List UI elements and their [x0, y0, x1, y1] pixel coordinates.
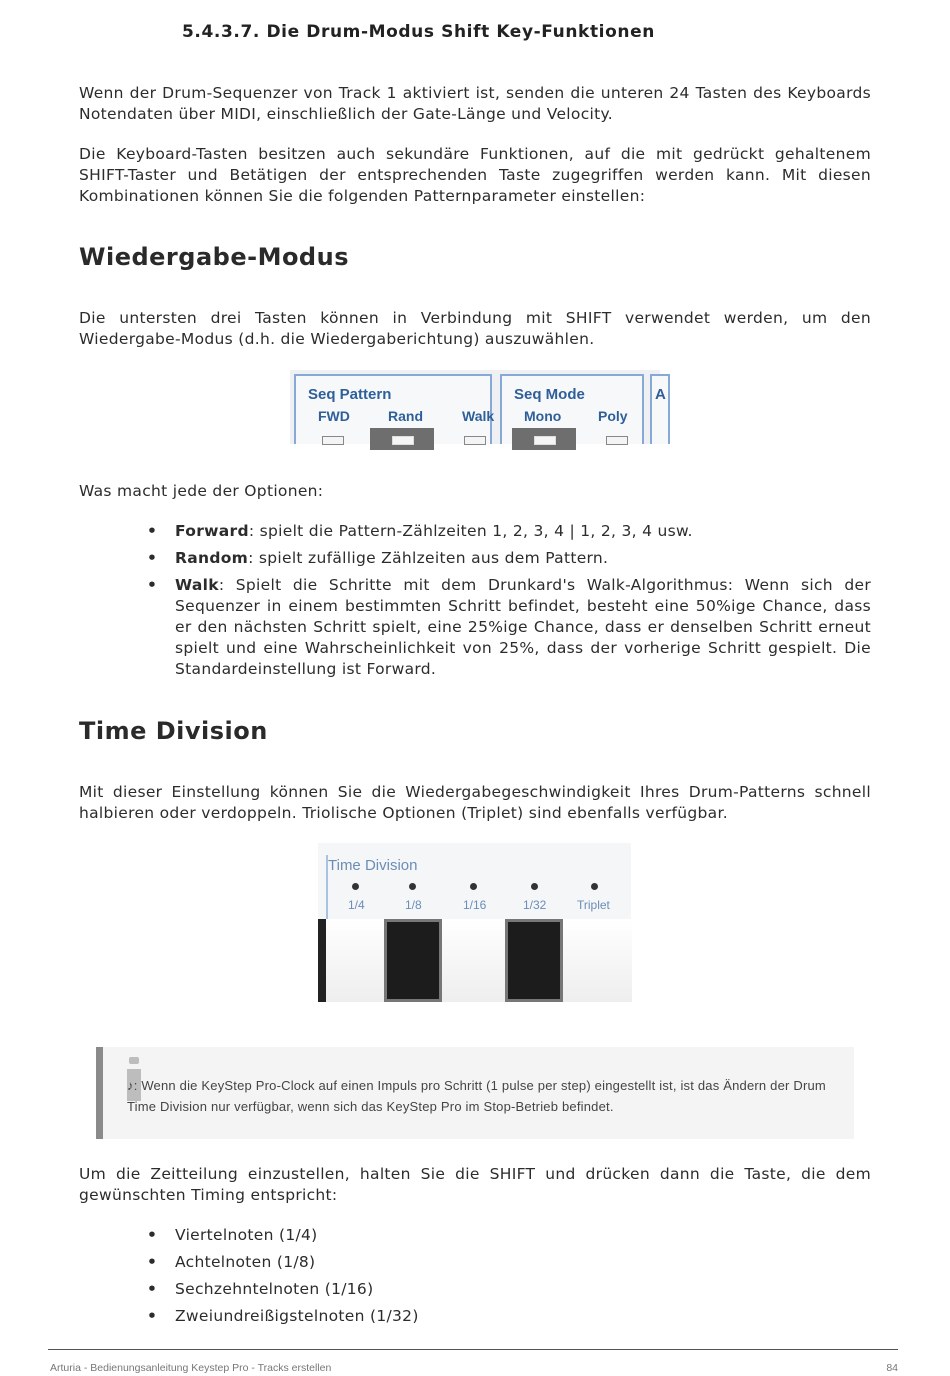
division-label: 1/16	[463, 898, 487, 912]
rand-label: Rand	[388, 408, 423, 424]
option-desc: : spielt die Pattern-Zählzeiten 1, 2, 3, 4 | 1, 2, 3, 4 usw.	[248, 522, 693, 540]
poly-label: Poly	[598, 408, 628, 424]
page-number: 84	[886, 1362, 898, 1374]
list-item: • Achtelnoten (1/8)	[147, 1252, 871, 1273]
option-term: Forward	[175, 522, 249, 540]
division-label: 1/8	[405, 898, 422, 912]
led-dot	[531, 883, 538, 890]
info-note	[96, 1047, 854, 1139]
seq-pattern-title: Seq Pattern	[308, 386, 392, 403]
mono-led	[534, 436, 556, 445]
keyboard-keys	[318, 919, 631, 1002]
time-division-paragraph: Mit dieser Einstellung können Sie die Wiedergabegeschwindigkeit Ihres Drum-Patterns schnell halbieren oder verdoppeln. Triolische Optionen (Triplet) sind ebenfalls verfügbar.	[79, 783, 871, 822]
list-item: • Zweiundreißigstelnoten (1/32)	[147, 1306, 871, 1327]
options-intro: Was macht jede der Optionen:	[79, 482, 324, 500]
seq-pattern-box	[294, 374, 495, 444]
time-division-image	[318, 843, 631, 1002]
edge-letter: A	[655, 386, 666, 403]
list-item: • Sechzehntelnoten (1/16)	[147, 1279, 871, 1300]
intro-paragraph-2: Die Keyboard-Tasten besitzen auch sekundäre Funktionen, auf die mit gedrückt gehaltenem SHIFT-Taster und Betätigen der entsprechenden Taste zugegriffen werden kann. Mit diesen Kombinationen können Sie die folgenden Patternparameter einstellen:	[79, 145, 871, 205]
time-division-heading: Time Division	[79, 717, 268, 745]
fwd-label: FWD	[318, 408, 350, 424]
white-key	[562, 919, 632, 1002]
time-division-values-list	[147, 1225, 871, 1327]
black-key-edge	[318, 919, 326, 1002]
division-label: Triplet	[577, 898, 610, 912]
list-item	[147, 575, 871, 680]
playback-options-list	[147, 521, 871, 680]
rand-led	[392, 436, 414, 445]
fwd-led	[322, 436, 344, 445]
subsection-heading: 5.4.3.7. Die Drum-Modus Shift Key-Funktionen	[182, 22, 655, 42]
white-key	[440, 919, 507, 1002]
option-desc: : Spielt die Schritte mit dem Drunkard's Walk-Algorithmus: Wenn sich der Sequenzer in einem bestimmten Schritt befindet, besteht eine 50%ige Chance, dass er den nächsten Schritt spielt, eine 25%ige Chance, dass er denselben Schritt erneut spielt und eine Wahrscheinlichkeit von 25%, dass der vorherige Schritt gespielt. Die Standardeinstellung ist Forward.	[175, 576, 871, 678]
led-dot	[352, 883, 359, 890]
intro-paragraph-1: Wenn der Drum-Sequenzer von Track 1 aktiviert ist, senden die unteren 24 Tasten des Keyboards Notendaten über MIDI, einschließlich der Gate-Länge und Velocity.	[79, 84, 871, 123]
seq-pattern-panel-image	[290, 370, 666, 444]
howto-paragraph: Um die Zeitteilung einzustellen, halten Sie die SHIFT und drücken dann die Taste, die dem gewünschten Timing entspricht:	[79, 1165, 871, 1204]
playback-mode-heading: Wiedergabe-Modus	[79, 243, 349, 271]
option-term: Random	[175, 549, 249, 567]
list-item: • Viertelnoten (1/4)	[147, 1225, 871, 1246]
mono-active-key	[512, 428, 576, 450]
list-item	[147, 548, 871, 569]
note-text: ♪: Wenn die KeyStep Pro-Clock auf einen Impuls pro Schritt (1 pulse per step) eingestellt ist, ist das Ändern der Drum Time Division nur verfügbar, wenn sich das KeyStep Pro im Stop-Betrieb befindet.	[127, 1078, 826, 1114]
division-label: 1/32	[523, 898, 547, 912]
walk-label: Walk	[462, 408, 495, 424]
black-key	[505, 919, 563, 1002]
option-desc: : spielt zufällige Zählzeiten aus dem Pattern.	[248, 549, 609, 567]
poly-led	[606, 436, 628, 445]
rand-active-key	[370, 428, 434, 450]
led-dot	[591, 883, 598, 890]
mono-label: Mono	[524, 408, 562, 424]
playback-mode-paragraph: Die untersten drei Tasten können in Verbindung mit SHIFT verwendet werden, um den Wiedergabe-Modus (d.h. die Wiedergaberichtung) auszuwählen.	[79, 309, 871, 348]
seq-mode-title: Seq Mode	[514, 386, 585, 403]
walk-led	[464, 436, 486, 445]
list-item	[147, 521, 871, 542]
option-term: Walk	[175, 576, 219, 594]
time-division-title: Time Division	[328, 857, 418, 874]
division-label: 1/4	[348, 898, 365, 912]
next-box-edge	[650, 374, 670, 444]
black-key	[384, 919, 442, 1002]
white-key	[318, 919, 385, 1002]
led-dot	[409, 883, 416, 890]
footer-rule	[48, 1349, 898, 1350]
led-dot	[470, 883, 477, 890]
footer-text: Arturia - Bedienungsanleitung Keystep Pro - Tracks erstellen	[50, 1362, 332, 1374]
seq-mode-box	[500, 374, 644, 444]
